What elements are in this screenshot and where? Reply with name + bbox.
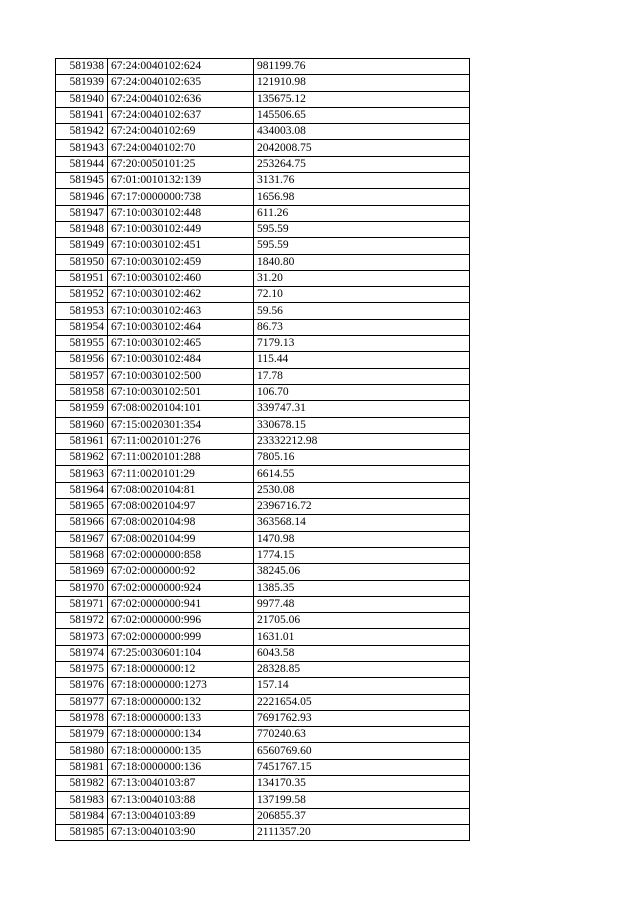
amount-cell: 137199.58 xyxy=(254,792,470,808)
amount-cell: 106.70 xyxy=(254,384,470,400)
row-id-cell: 581944 xyxy=(56,156,108,172)
row-id-cell: 581947 xyxy=(56,205,108,221)
row-id-cell: 581971 xyxy=(56,596,108,612)
cadastral-code-cell: 67:18:0000000:136 xyxy=(108,759,254,775)
table-row xyxy=(56,727,470,743)
table-row xyxy=(56,75,470,91)
cadastral-code-cell: 67:02:0000000:996 xyxy=(108,613,254,629)
table-row xyxy=(56,433,470,449)
table-row xyxy=(56,384,470,400)
table-row xyxy=(56,238,470,254)
cadastral-code-cell: 67:10:0030102:465 xyxy=(108,336,254,352)
row-id-cell: 581940 xyxy=(56,91,108,107)
cadastral-code-cell: 67:25:0030601:104 xyxy=(108,645,254,661)
cadastral-code-cell: 67:02:0000000:858 xyxy=(108,547,254,563)
amount-cell: 121910.98 xyxy=(254,75,470,91)
cadastral-code-cell: 67:10:0030102:463 xyxy=(108,303,254,319)
cadastral-code-cell: 67:13:0040103:88 xyxy=(108,792,254,808)
cadastral-code-cell: 67:18:0000000:1273 xyxy=(108,678,254,694)
table-row xyxy=(56,221,470,237)
amount-cell: 2042008.75 xyxy=(254,140,470,156)
amount-cell: 7805.16 xyxy=(254,450,470,466)
amount-cell: 3131.76 xyxy=(254,173,470,189)
amount-cell: 1385.35 xyxy=(254,580,470,596)
amount-cell: 7451767.15 xyxy=(254,759,470,775)
table-row xyxy=(56,319,470,335)
table-row xyxy=(56,629,470,645)
amount-cell: 7691762.93 xyxy=(254,710,470,726)
cadastral-code-cell: 67:10:0030102:451 xyxy=(108,238,254,254)
table-row xyxy=(56,140,470,156)
cadastral-code-cell: 67:18:0000000:135 xyxy=(108,743,254,759)
amount-cell: 1631.01 xyxy=(254,629,470,645)
amount-cell: 115.44 xyxy=(254,352,470,368)
row-id-cell: 581984 xyxy=(56,808,108,824)
table-row xyxy=(56,743,470,759)
cadastral-code-cell: 67:24:0040102:624 xyxy=(108,59,254,75)
data-table xyxy=(55,58,470,841)
row-id-cell: 581939 xyxy=(56,75,108,91)
row-id-cell: 581969 xyxy=(56,564,108,580)
amount-cell: 31.20 xyxy=(254,270,470,286)
table-row xyxy=(56,531,470,547)
row-id-cell: 581970 xyxy=(56,580,108,596)
amount-cell: 611.26 xyxy=(254,205,470,221)
cadastral-code-cell: 67:24:0040102:635 xyxy=(108,75,254,91)
row-id-cell: 581962 xyxy=(56,450,108,466)
cadastral-code-cell: 67:18:0000000:12 xyxy=(108,661,254,677)
row-id-cell: 581950 xyxy=(56,254,108,270)
table-row xyxy=(56,450,470,466)
cadastral-code-cell: 67:08:0020104:101 xyxy=(108,401,254,417)
table-row xyxy=(56,205,470,221)
amount-cell: 145506.65 xyxy=(254,107,470,123)
amount-cell: 595.59 xyxy=(254,238,470,254)
table-row xyxy=(56,482,470,498)
table-row xyxy=(56,499,470,515)
row-id-cell: 581982 xyxy=(56,776,108,792)
row-id-cell: 581979 xyxy=(56,727,108,743)
amount-cell: 6043.58 xyxy=(254,645,470,661)
table-row xyxy=(56,401,470,417)
row-id-cell: 581942 xyxy=(56,124,108,140)
amount-cell: 330678.15 xyxy=(254,417,470,433)
cadastral-code-cell: 67:10:0030102:500 xyxy=(108,368,254,384)
table-row xyxy=(56,792,470,808)
amount-cell: 434003.08 xyxy=(254,124,470,140)
cadastral-code-cell: 67:08:0020104:99 xyxy=(108,531,254,547)
amount-cell: 72.10 xyxy=(254,287,470,303)
table-row xyxy=(56,466,470,482)
table-row xyxy=(56,124,470,140)
table-row xyxy=(56,776,470,792)
table-row xyxy=(56,694,470,710)
cadastral-code-cell: 67:10:0030102:464 xyxy=(108,319,254,335)
row-id-cell: 581958 xyxy=(56,384,108,400)
table-row xyxy=(56,107,470,123)
row-id-cell: 581972 xyxy=(56,613,108,629)
cadastral-code-cell: 67:20:0050101:25 xyxy=(108,156,254,172)
table-row xyxy=(56,254,470,270)
amount-cell: 38245.06 xyxy=(254,564,470,580)
row-id-cell: 581938 xyxy=(56,59,108,75)
table-row xyxy=(56,564,470,580)
table-row xyxy=(56,303,470,319)
cadastral-code-cell: 67:13:0040103:89 xyxy=(108,808,254,824)
table-row xyxy=(56,580,470,596)
row-id-cell: 581946 xyxy=(56,189,108,205)
amount-cell: 339747.31 xyxy=(254,401,470,417)
row-id-cell: 581960 xyxy=(56,417,108,433)
row-id-cell: 581976 xyxy=(56,678,108,694)
table-row xyxy=(56,759,470,775)
row-id-cell: 581953 xyxy=(56,303,108,319)
table-row xyxy=(56,596,470,612)
cadastral-code-cell: 67:10:0030102:460 xyxy=(108,270,254,286)
cadastral-code-cell: 67:10:0030102:449 xyxy=(108,221,254,237)
table-row xyxy=(56,515,470,531)
table-row xyxy=(56,156,470,172)
row-id-cell: 581963 xyxy=(56,466,108,482)
table-row xyxy=(56,824,470,840)
cadastral-code-cell: 67:02:0000000:999 xyxy=(108,629,254,645)
row-id-cell: 581961 xyxy=(56,433,108,449)
amount-cell: 135675.12 xyxy=(254,91,470,107)
row-id-cell: 581951 xyxy=(56,270,108,286)
amount-cell: 206855.37 xyxy=(254,808,470,824)
cadastral-code-cell: 67:13:0040103:87 xyxy=(108,776,254,792)
cadastral-code-cell: 67:01:0010132:139 xyxy=(108,173,254,189)
cadastral-code-cell: 67:15:0020301:354 xyxy=(108,417,254,433)
amount-cell: 1470.98 xyxy=(254,531,470,547)
row-id-cell: 581955 xyxy=(56,336,108,352)
amount-cell: 17.78 xyxy=(254,368,470,384)
table-row xyxy=(56,678,470,694)
table-row xyxy=(56,336,470,352)
amount-cell: 2396716.72 xyxy=(254,499,470,515)
amount-cell: 6560769.60 xyxy=(254,743,470,759)
cadastral-code-cell: 67:11:0020101:276 xyxy=(108,433,254,449)
amount-cell: 134170.35 xyxy=(254,776,470,792)
cadastral-code-cell: 67:24:0040102:636 xyxy=(108,91,254,107)
row-id-cell: 581985 xyxy=(56,824,108,840)
amount-cell: 595.59 xyxy=(254,221,470,237)
table-row xyxy=(56,352,470,368)
amount-cell: 7179.13 xyxy=(254,336,470,352)
amount-cell: 363568.14 xyxy=(254,515,470,531)
cadastral-code-cell: 67:08:0020104:81 xyxy=(108,482,254,498)
amount-cell: 1656.98 xyxy=(254,189,470,205)
cadastral-code-cell: 67:08:0020104:97 xyxy=(108,499,254,515)
amount-cell: 2221654.05 xyxy=(254,694,470,710)
table-row xyxy=(56,59,470,75)
table-row xyxy=(56,710,470,726)
cadastral-code-cell: 67:18:0000000:133 xyxy=(108,710,254,726)
table-row xyxy=(56,287,470,303)
row-id-cell: 581943 xyxy=(56,140,108,156)
row-id-cell: 581949 xyxy=(56,238,108,254)
amount-cell: 981199.76 xyxy=(254,59,470,75)
amount-cell: 1840.80 xyxy=(254,254,470,270)
cadastral-code-cell: 67:24:0040102:637 xyxy=(108,107,254,123)
row-id-cell: 581978 xyxy=(56,710,108,726)
cadastral-code-cell: 67:10:0030102:501 xyxy=(108,384,254,400)
row-id-cell: 581952 xyxy=(56,287,108,303)
table-row xyxy=(56,613,470,629)
amount-cell: 770240.63 xyxy=(254,727,470,743)
row-id-cell: 581956 xyxy=(56,352,108,368)
row-id-cell: 581948 xyxy=(56,221,108,237)
row-id-cell: 581964 xyxy=(56,482,108,498)
cadastral-code-cell: 67:11:0020101:29 xyxy=(108,466,254,482)
cadastral-code-cell: 67:10:0030102:448 xyxy=(108,205,254,221)
row-id-cell: 581966 xyxy=(56,515,108,531)
amount-cell: 2111357.20 xyxy=(254,824,470,840)
cadastral-code-cell: 67:24:0040102:70 xyxy=(108,140,254,156)
amount-cell: 2530.08 xyxy=(254,482,470,498)
row-id-cell: 581975 xyxy=(56,661,108,677)
cadastral-code-cell: 67:13:0040103:90 xyxy=(108,824,254,840)
table-body xyxy=(56,59,470,841)
cadastral-code-cell: 67:24:0040102:69 xyxy=(108,124,254,140)
table-row xyxy=(56,808,470,824)
amount-cell: 157.14 xyxy=(254,678,470,694)
table-row xyxy=(56,270,470,286)
table-row xyxy=(56,661,470,677)
amount-cell: 28328.85 xyxy=(254,661,470,677)
row-id-cell: 581974 xyxy=(56,645,108,661)
row-id-cell: 581965 xyxy=(56,499,108,515)
cadastral-code-cell: 67:11:0020101:288 xyxy=(108,450,254,466)
table-row xyxy=(56,91,470,107)
row-id-cell: 581977 xyxy=(56,694,108,710)
amount-cell: 86.73 xyxy=(254,319,470,335)
table-row xyxy=(56,368,470,384)
row-id-cell: 581983 xyxy=(56,792,108,808)
cadastral-code-cell: 67:10:0030102:459 xyxy=(108,254,254,270)
row-id-cell: 581945 xyxy=(56,173,108,189)
cadastral-code-cell: 67:08:0020104:98 xyxy=(108,515,254,531)
row-id-cell: 581959 xyxy=(56,401,108,417)
row-id-cell: 581957 xyxy=(56,368,108,384)
table-row xyxy=(56,417,470,433)
amount-cell: 23332212.98 xyxy=(254,433,470,449)
row-id-cell: 581968 xyxy=(56,547,108,563)
cadastral-code-cell: 67:18:0000000:132 xyxy=(108,694,254,710)
table-row xyxy=(56,189,470,205)
amount-cell: 21705.06 xyxy=(254,613,470,629)
cadastral-code-cell: 67:17:0000000:738 xyxy=(108,189,254,205)
row-id-cell: 581973 xyxy=(56,629,108,645)
amount-cell: 9977.48 xyxy=(254,596,470,612)
amount-cell: 6614.55 xyxy=(254,466,470,482)
table-row xyxy=(56,173,470,189)
row-id-cell: 581954 xyxy=(56,319,108,335)
amount-cell: 253264.75 xyxy=(254,156,470,172)
cadastral-code-cell: 67:02:0000000:924 xyxy=(108,580,254,596)
cadastral-code-cell: 67:10:0030102:462 xyxy=(108,287,254,303)
row-id-cell: 581967 xyxy=(56,531,108,547)
table-row xyxy=(56,547,470,563)
amount-cell: 1774.15 xyxy=(254,547,470,563)
row-id-cell: 581980 xyxy=(56,743,108,759)
row-id-cell: 581941 xyxy=(56,107,108,123)
cadastral-code-cell: 67:18:0000000:134 xyxy=(108,727,254,743)
cadastral-code-cell: 67:10:0030102:484 xyxy=(108,352,254,368)
row-id-cell: 581981 xyxy=(56,759,108,775)
cadastral-code-cell: 67:02:0000000:92 xyxy=(108,564,254,580)
cadastral-code-cell: 67:02:0000000:941 xyxy=(108,596,254,612)
table-row xyxy=(56,645,470,661)
amount-cell: 59.56 xyxy=(254,303,470,319)
